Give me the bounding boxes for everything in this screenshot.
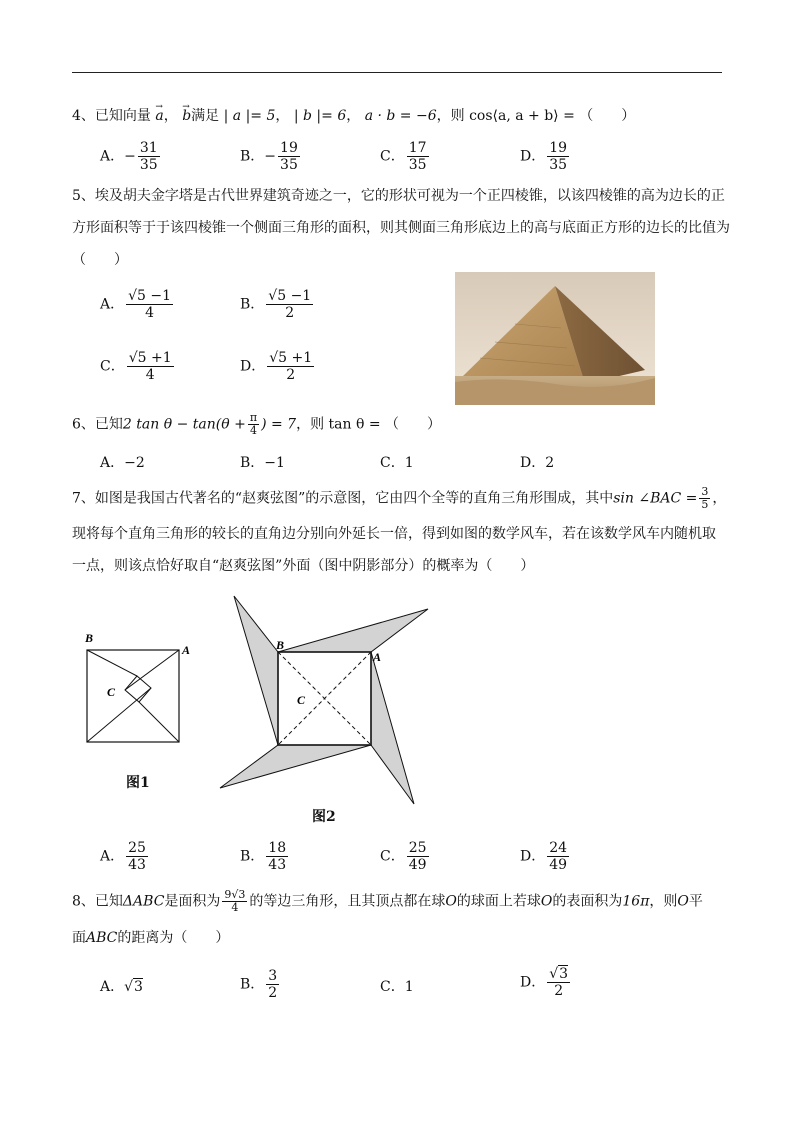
figure-1-zhao-shuang-diagram <box>80 628 195 753</box>
fig2-label-a: A <box>373 650 382 664</box>
q7-option-d[interactable]: D． $\frac{24}{49}$ <box>520 840 568 873</box>
header-rule <box>72 72 722 73</box>
q6-option-b[interactable]: B．−1 <box>240 455 285 471</box>
question-6-stem: 6、已知2 tan θ − tan(θ + $\frac{\pi}{4}$ ) = 7，则 tan θ = （ ） <box>72 411 442 437</box>
question-7-line-1: 7、如图是我国古代著名的“赵爽弦图”的示意图，它由四个全等的直角三角形围成，其中sin ∠BAC = $\frac{3}{5}$ ， <box>72 485 727 511</box>
q5-option-a[interactable]: A． $\frac{√5 -1}{4}$ <box>100 288 172 321</box>
question-5-line-2: 方形面积等于于该四棱锥一个侧面三角形的面积，则其侧面三角形底边上的高与底面正方形的边长的比值为 <box>72 220 730 236</box>
q5-option-c[interactable]: C． $\frac{√5 +1}{4}$ <box>100 350 172 383</box>
fig1-label-c: C <box>107 685 116 699</box>
q7-option-b[interactable]: B． $\frac{18}{43}$ <box>240 840 287 873</box>
question-7-line-2: 现将每个直角三角形的较长的直角边分别向外延长一倍，得到如图的数学风车，若在该数学风车内随机取 <box>72 526 716 542</box>
question-5-line-1: 5、埃及胡夫金字塔是古代世界建筑奇迹之一，它的形状可视为一个正四棱锥，以该四棱锥的高为边长的正 <box>72 188 725 204</box>
pyramid-photo <box>455 272 655 405</box>
figure-2-windmill <box>218 592 433 807</box>
q8-option-a[interactable]: A．√3 <box>100 979 143 995</box>
q8-option-c[interactable]: C．1 <box>380 979 414 995</box>
q8-option-b[interactable]: B． $\frac{3}{2}$ <box>240 968 278 1001</box>
q6-option-d[interactable]: D．2 <box>520 455 555 471</box>
q7-option-c[interactable]: C． $\frac{25}{49}$ <box>380 840 427 873</box>
q4-option-a[interactable]: A．− $\frac{31}{35}$ <box>100 140 158 173</box>
question-7-line-3: 一点，则该点恰好取自“赵爽弦图”外面（图中阴影部分）的概率为（ ） <box>72 558 535 574</box>
q6-option-c[interactable]: C．1 <box>380 455 414 471</box>
q5-option-b[interactable]: B． $\frac{√5 -1}{2}$ <box>240 288 312 321</box>
figure-2-caption: 图2 <box>312 809 336 825</box>
question-4-stem: 4、已知向量 → a， → b满足 | a |= 5， | b |= 6， a · b = −6，则 cos⟨a, a + b⟩ = （ ） <box>72 106 635 126</box>
q4-option-c[interactable]: C． $\frac{17}{35}$ <box>380 140 427 173</box>
figure-1-caption: 图1 <box>126 775 150 791</box>
fig2-label-c: C <box>297 693 306 707</box>
question-8-line-1: 8、已知ΔABC是面积为 $\frac{9√3}{4}$ 的等边三角形，且其顶点都在球O的球面上若球O的表面积为16π，则O平 <box>72 888 703 914</box>
fig1-label-a: A <box>182 643 191 657</box>
fig2-label-b: B <box>276 638 285 652</box>
q4-option-b[interactable]: B．− $\frac{19}{35}$ <box>240 140 298 173</box>
question-8-line-2: 面ABC的距离为（ ） <box>72 930 230 946</box>
q5-option-d[interactable]: D． $\frac{√5 +1}{2}$ <box>240 350 313 383</box>
q7-option-a[interactable]: A． $\frac{25}{43}$ <box>100 840 146 873</box>
fig1-label-b: B <box>85 631 94 645</box>
q8-option-d[interactable]: D． $\frac{√3}{2}$ <box>520 966 569 999</box>
question-5-line-3: （ ） <box>72 252 128 268</box>
q4-option-d[interactable]: D． $\frac{19}{35}$ <box>520 140 568 173</box>
q6-option-a[interactable]: A．−2 <box>100 455 145 471</box>
